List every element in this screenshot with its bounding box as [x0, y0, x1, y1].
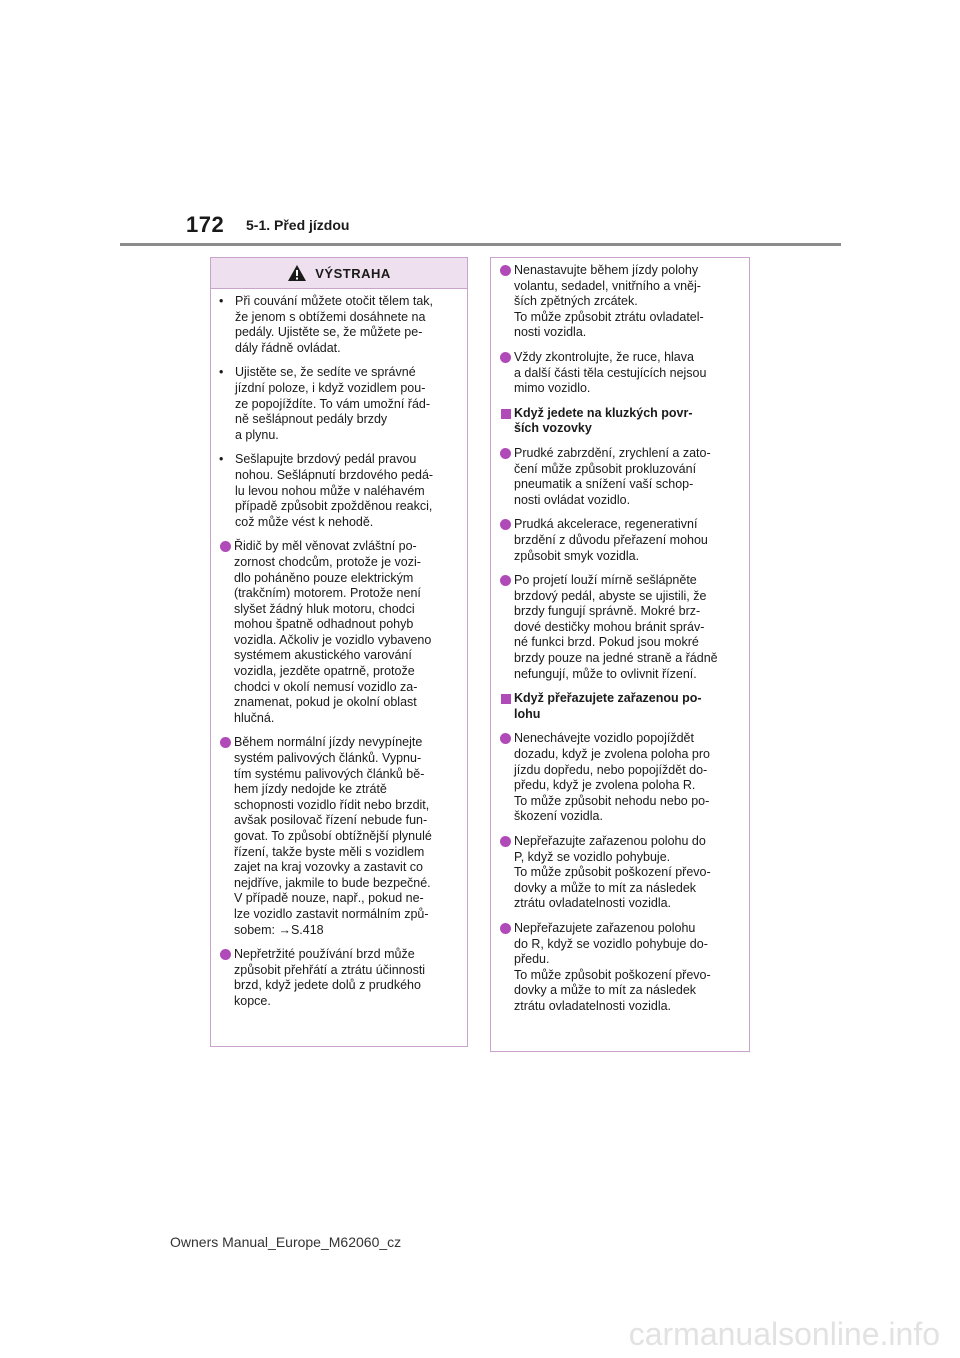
list-item — [497, 731, 739, 825]
circle-bullet-icon — [500, 352, 511, 363]
dash-bullet: • — [219, 294, 224, 308]
list-item — [497, 446, 739, 508]
list-item-text: Vždy zkontrolujte, že ruce, hlava a další části těla cestujících nejsou mimo vozidlo. — [514, 349, 707, 396]
warning-item-text: Při couvání můžete otočit tělem tak, že jenom s obtížemi dosáhnete na pedály. Ujistěte se, že můžete pe- dály řádně ovládat. — [235, 294, 434, 355]
list-item-text: Prudká akcelerace, regenerativní brzdění z důvodu přeřazení mohou způsobit smyk vozidla. — [514, 517, 708, 563]
warning-item-text: Během normální jízdy nevypínejte systém palivových článků. Vypnu- tím systému palivových článků bě- hem jízdy nedojde ke ztrátě schopnosti vozidlo řídit nebo brzdit, avšak posilovač řízení nebude fun- govat. To způsobí obtížnější plynulé řízení, takže byste měli s vozidlem zajet na kraj vozovky a zastavit co nejdříve, jakmile to bude bezpečné. V případě nouze, např., pokud ne- lze vozidlo zastavit normálním způ- sobem: →S.418 — [234, 735, 432, 937]
warning-item — [217, 539, 457, 726]
circle-bullet-icon — [220, 949, 231, 960]
circle-bullet-icon — [500, 733, 511, 744]
list-item — [497, 921, 739, 1015]
warning-item — [217, 735, 457, 938]
warning-header — [211, 258, 467, 289]
subheading — [497, 691, 739, 722]
circle-bullet-icon — [500, 923, 511, 934]
subheading — [497, 406, 739, 437]
circle-bullet-icon — [220, 737, 231, 748]
square-bullet-icon — [501, 409, 511, 419]
footer-text: Owners Manual_Europe_M62060_cz — [170, 1234, 402, 1250]
warning-title: VÝSTRAHA — [315, 265, 391, 281]
page-number: 172 — [186, 212, 225, 237]
list-item — [497, 350, 739, 397]
list-item-text: Prudké zabrzdění, zrychlení a zato- čení může způsobit prokluzování pneumatik a snížení vaší schop- nosti ovládat vozidlo. — [514, 445, 711, 507]
list-item-text: Nenastavujte během jízdy polohy volantu, sedadel, vnitřního a vněj- ších zpětných zrcátek. To může způsobit ztrátu ovladatel- nosti vozidla. — [514, 263, 704, 340]
warning-item-text: Řidič by měl věnovat zvláštní po- zornost chodcům, protože je vozi- dlo poháněno pouze elektrickým (trakčním) motorem. Protože není slyšet žádný hluk motoru, chodci mohou špatně odhadnout pohyb vozidla. Ačkoliv je vozidlo vybaveno systémem akustického varování vozidla, jezděte opatrně, protože chodci v okolí nemusí vozidlo za- znamenat, pokud je okolní oblast hlučná. — [234, 539, 432, 725]
header-rule — [120, 243, 841, 246]
circle-bullet-icon — [500, 519, 511, 530]
circle-bullet-icon — [500, 265, 511, 276]
list-item — [497, 263, 739, 341]
warning-item — [217, 947, 457, 1009]
warning-box — [210, 257, 468, 1047]
dash-bullet: • — [219, 365, 224, 380]
warning-item — [217, 452, 457, 530]
dash-bullet: • — [219, 452, 224, 467]
subheading-text: Když přeřazujete zařazenou po- lohu — [514, 691, 702, 721]
list-item-text: Nenechávejte vozidlo popojíždět dozadu, když je zvolena poloha pro jízdu dopředu, nebo popojíždět do- předu, když je zvolena poloha R. To může způsobit nehodu nebo po- škození vozidla. — [514, 731, 710, 824]
circle-bullet-icon — [500, 575, 511, 586]
square-bullet-icon — [501, 694, 511, 704]
warning-list — [211, 289, 467, 1010]
warning-box-continued — [490, 257, 750, 1052]
list-item-text: Nepřeřazujte zařazenou polohu do P, když se vozidlo pohybuje. To může způsobit poškození převo- dovky a může to mít za následek ztrátu ovladatelnosti vozidla. — [514, 834, 711, 911]
warning-item — [217, 294, 457, 356]
list-item — [497, 834, 739, 912]
circle-bullet-icon — [500, 836, 511, 847]
warning-triangle-icon — [287, 264, 307, 282]
section-title: 5-1. Před jízdou — [246, 217, 350, 233]
list-item-text: Nepřeřazujete zařazenou polohu do R, když se vozidlo pohybuje do- předu. To může způsobit poškození převo- dovky a může to mít za následek ztrátu ovladatelnosti vozidla. — [514, 920, 711, 1013]
list-item-text: Po projetí louží mírně sešlápněte brzdový pedál, abyste se ujistili, že brzdy fungují správně. Mokré brz- dové destičky mohou bránit správ- né funkci brzd. Pokud jsou mokré brzdy pouze na jedné straně a řádně nefungují, může to ovlivnit řízení. — [514, 573, 718, 681]
warning-item-text: Nepřetržité používání brzd může způsobit přehřátí a ztrátu účinnosti brzd, když jedete dolů z prudkého kopce. — [234, 947, 426, 1008]
warning-item-text: Sešlapujte brzdový pedál pravou nohou. Sešlápnutí brzdového pedá- lu levou nohou může v naléhavém případě způsobit zpožděnou reakci, což může vést k nehodě. — [235, 452, 434, 529]
subheading-text: Když jedete na kluzkých povr- ších vozovky — [514, 405, 693, 436]
warning-item — [217, 365, 457, 443]
warning-item-text: Ujistěte se, že sedíte ve správné jízdní poloze, i když vozidlem pou- ze popojíždíte. To vám umožní řád- ně sešlápnout pedály brzdy a plynu. — [235, 365, 431, 442]
watermark: carmanualsonline.info — [628, 1316, 940, 1352]
circle-bullet-icon — [220, 541, 231, 552]
list-item — [497, 573, 739, 682]
circle-bullet-icon — [500, 448, 511, 459]
list-item — [497, 517, 739, 564]
